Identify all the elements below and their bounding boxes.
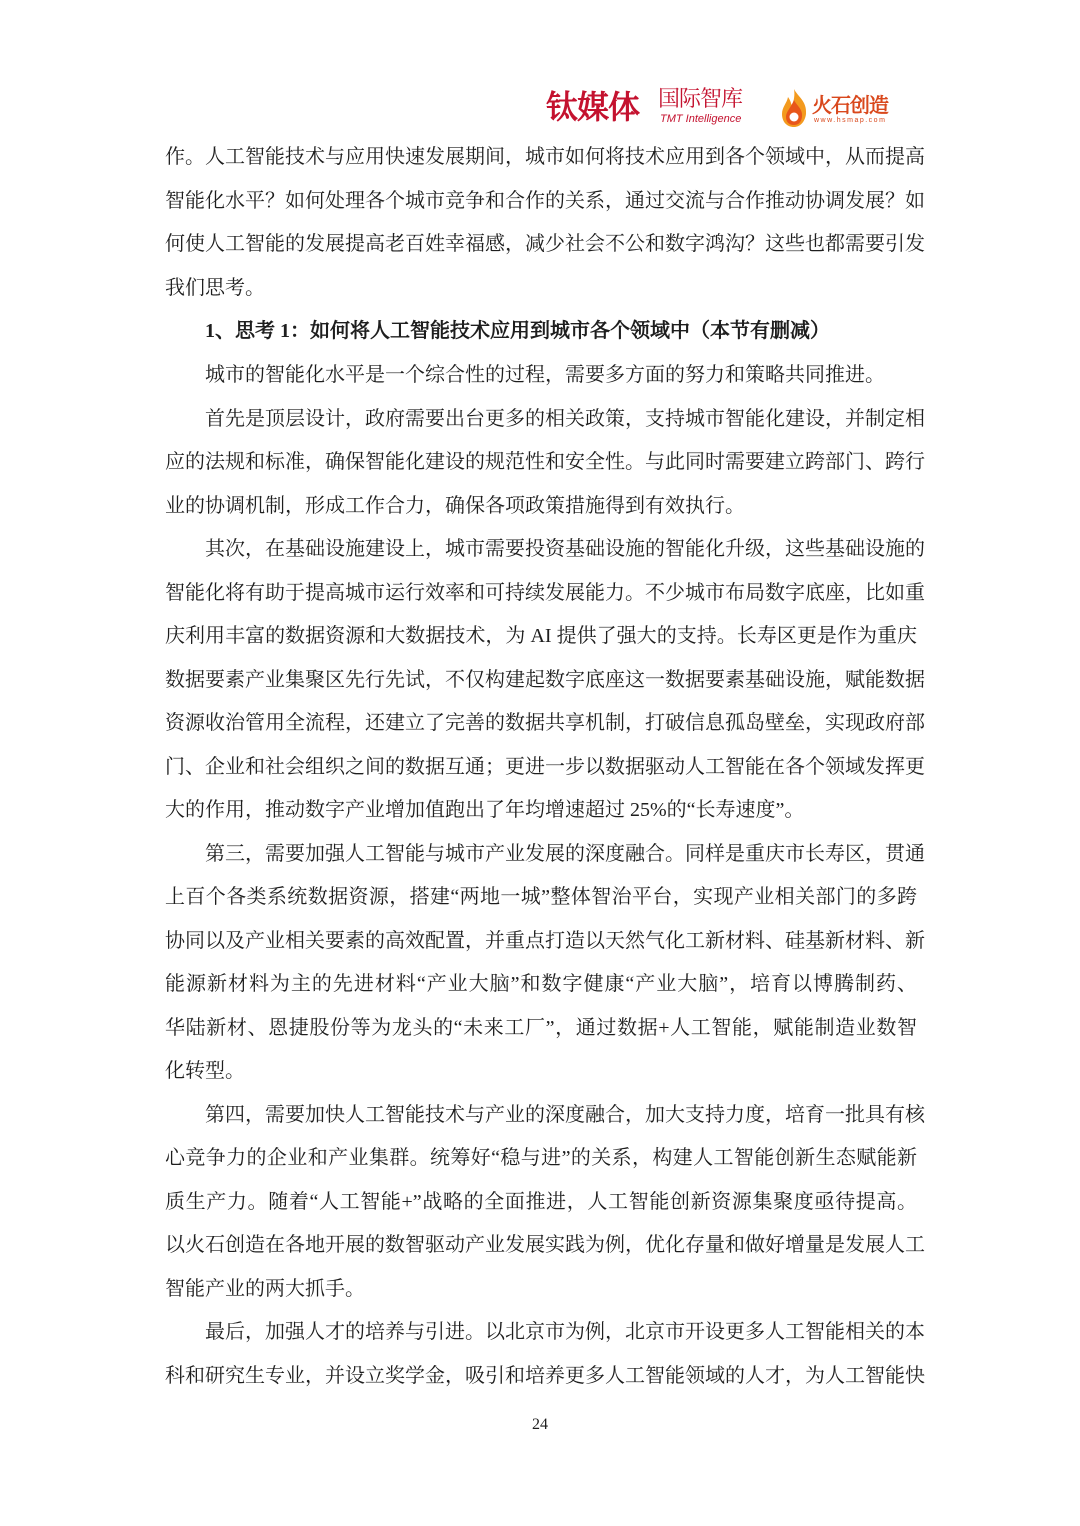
tmt-logo-sub: 国际智库 <box>658 87 743 112</box>
text-line: 智能产业的两大抓手。 <box>165 1277 365 1300</box>
section-heading: 1、思考 1：如何将人工智能技术应用到城市各个领域中（本节有删减） <box>205 320 830 342</box>
text-line: 华陆新材、恩捷股份等为龙头的“未来工厂”，通过数据+人工智能，赋能制造业数智 <box>165 1016 917 1039</box>
hs-logo-url: www.hsmap.com <box>814 117 887 124</box>
text-line: 门、企业和社会组织之间的数据互通；更进一步以数据驱动人工智能在各个领域发挥更 <box>165 755 925 778</box>
tmt-logo: 钛媒体 <box>546 88 640 126</box>
text-line: 作。人工智能技术与应用快速发展期间，城市如何将技术应用到各个领域中，从而提高 <box>165 146 925 168</box>
text-line: 何使人工智能的发展提高老百姓幸福感，减少社会不公和数字鸿沟？这些也都需要引发 <box>165 233 925 255</box>
text-line: 最后，加强人才的培养与引进。以北京市为例，北京市开设更多人工智能相关的本 <box>205 1321 925 1343</box>
text-line: 质生产力。随着“人工智能+”战略的全面推进，人工智能创新资源集聚度亟待提高。 <box>165 1190 917 1213</box>
text-line: 城市的智能化水平是一个综合性的过程，需要多方面的努力和策略共同推进。 <box>205 364 885 386</box>
paragraph <box>165 833 925 1094</box>
text-line: 能源新材料为主的先进材料“产业大脑”和数字健康“产业大脑”，培育以博腾制药、 <box>165 973 917 995</box>
text-line: 智能化将有助于提高城市运行效率和可持续发展能力。不少城市布局数字底座，比如重 <box>165 581 925 604</box>
text-line: 智能化水平？如何处理各个城市竞争和合作的关系，通过交流与合作推动协调发展？如 <box>165 189 925 212</box>
page-number: 24 <box>532 1416 548 1433</box>
text-line: 第四，需要加快人工智能技术与产业的深度融合，加大支持力度，培育一批具有核 <box>205 1103 925 1126</box>
text-line: 资源收治管用全流程，还建立了完善的数据共享机制，打破信息孤岛壁垒，实现政府部 <box>165 712 925 734</box>
document-body <box>165 136 925 1398</box>
text-line: 心竞争力的企业和产业集群。统筹好“稳与进”的关系，构建人工智能创新生态赋能新 <box>165 1147 917 1169</box>
flame-logo-icon <box>778 88 810 128</box>
paragraph <box>165 528 925 833</box>
text-line: 协同以及产业相关要素的高效配置，并重点打造以天然气化工新材料、硅基新材料、新 <box>165 929 925 952</box>
text-line: 上百个各类系统数据资源，搭建“两地一城”整体智治平台，实现产业相关部门的多跨 <box>165 886 917 908</box>
paragraph <box>165 1311 925 1398</box>
text-line: 数据要素产业集聚区先行先试，不仅构建起数字底座这一数据要素基础设施，赋能数据 <box>165 668 925 691</box>
page-header <box>546 86 906 132</box>
text-line: 应的法规和标准，确保智能化建设的规范性和安全性。与此同时需要建立跨部门、跨行 <box>165 451 925 473</box>
paragraph <box>165 398 925 529</box>
text-line: 科和研究生专业，并设立奖学金，吸引和培养更多人工智能领域的人才，为人工智能快 <box>165 1364 925 1387</box>
paragraph <box>165 136 925 310</box>
paragraph <box>165 1094 925 1312</box>
hs-logo: 火石创造 <box>812 93 888 117</box>
text-line: 业的协调机制，形成工作合力，确保各项政策措施得到有效执行。 <box>165 494 745 517</box>
text-line: 以火石创造在各地开展的数智驱动产业发展实践为例，优化存量和做好增量是发展人工 <box>165 1234 925 1256</box>
text-line: 其次，在基础设施建设上，城市需要投资基础设施的智能化升级，这些基础设施的 <box>205 538 925 560</box>
paragraph <box>165 354 917 398</box>
text-line: 首先是顶层设计，政府需要出台更多的相关政策，支持城市智能化建设，并制定相 <box>205 407 925 430</box>
text-line: 第三，需要加强人工智能与城市产业发展的深度融合。同样是重庆市长寿区，贯通 <box>205 842 925 865</box>
text-line: 大的作用，推动数字产业增加值跑出了年均增速超过 25%的“长寿速度”。 <box>165 799 805 821</box>
text-line: 化转型。 <box>165 1060 245 1082</box>
text-line: 庆利用丰富的数据资源和大数据技术，为 AI 提供了强大的支持。长寿区更是作为重庆 <box>165 625 917 647</box>
text-line: 我们思考。 <box>165 276 265 299</box>
tmt-logo-en: TMT Intelligence <box>660 113 742 125</box>
